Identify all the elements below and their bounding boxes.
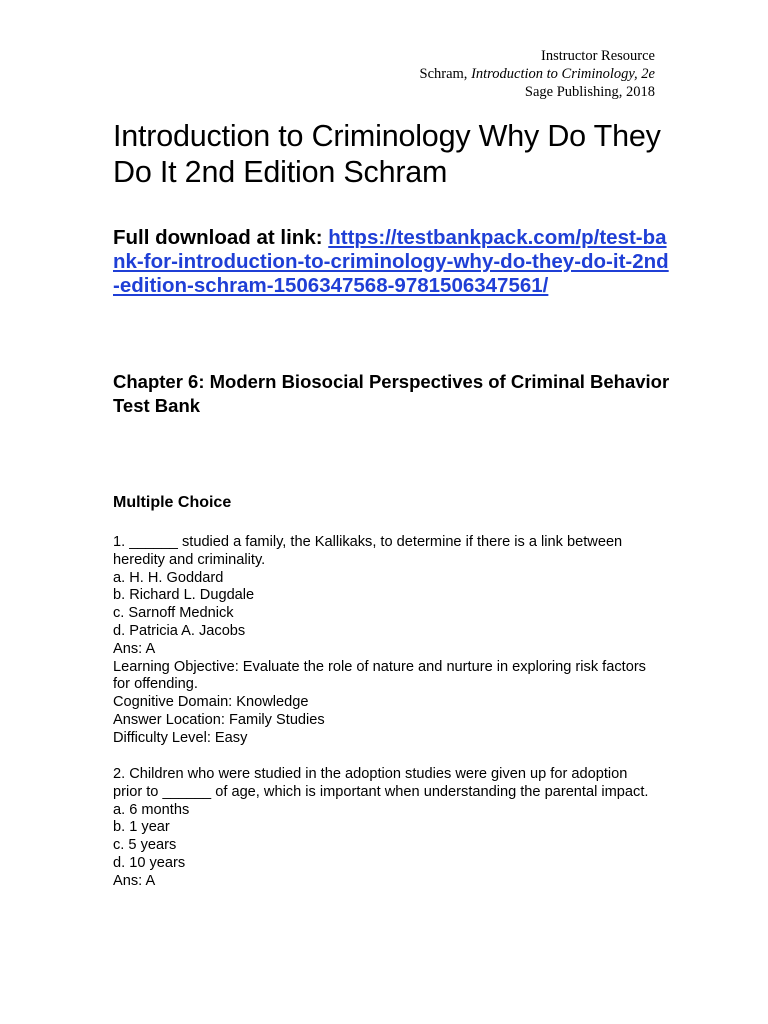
question-stem: 2. Children who were studied in the adoption studies were given up for adoption prior to ______ of age, which is important when understanding the parental impact. — [113, 766, 649, 800]
answer-option: b. Richard L. Dugdale — [113, 587, 255, 604]
answer-option: b. 1 year — [113, 819, 170, 836]
download-label: Full download at link: — [113, 226, 329, 249]
chapter-subtitle: Test Bank — [113, 394, 201, 416]
chapter-title: Chapter 6: Modern Biosocial Perspectives of Criminal Behavior — [113, 371, 670, 392]
header-line-book — [420, 65, 655, 83]
instructor-header — [420, 47, 655, 101]
answer-option: c. 5 years — [113, 837, 177, 854]
document-title: Introduction to Criminology Why Do They Do It 2nd Edition Schram — [113, 119, 661, 189]
download-paragraph — [113, 226, 673, 298]
answer-option: a. H. H. Goddard — [113, 569, 224, 586]
question-stem: 1. ______ studied a family, the Kallikaks, to determine if there is a link between heredity and criminality. — [113, 534, 623, 568]
header-author: Schram, — [419, 66, 472, 82]
answer-key: Ans: A — [113, 872, 156, 889]
question-item — [113, 766, 658, 891]
difficulty-level: Difficulty Level: Easy — [113, 729, 248, 746]
cognitive-domain: Cognitive Domain: Knowledge — [113, 694, 309, 711]
answer-location: Answer Location: Family Studies — [113, 711, 325, 728]
header-line-resource: Instructor Resource — [541, 48, 655, 64]
answer-key: Ans: A — [113, 640, 156, 657]
chapter-heading — [113, 370, 673, 417]
answer-option: a. 6 months — [113, 801, 190, 818]
answer-option: c. Sarnoff Mednick — [113, 605, 234, 622]
section-heading: Multiple Choice — [113, 494, 232, 511]
answer-option: d. Patricia A. Jacobs — [113, 622, 246, 639]
header-line-publisher: Sage Publishing, 2018 — [524, 84, 655, 100]
question-item — [113, 534, 658, 748]
learning-objective: Learning Objective: Evaluate the role of nature and nurture in exploring risk factors for offending. — [113, 658, 646, 693]
header-book-title: Introduction to Criminology, 2e — [471, 66, 655, 82]
download-link[interactable]: https://testbankpack.com/p/test-bank-for-introduction-to-criminology-why-do-they-do-it-2nd-edition-schram-1506347568-9781506347561/ — [113, 226, 669, 297]
answer-option: d. 10 years — [113, 854, 186, 871]
